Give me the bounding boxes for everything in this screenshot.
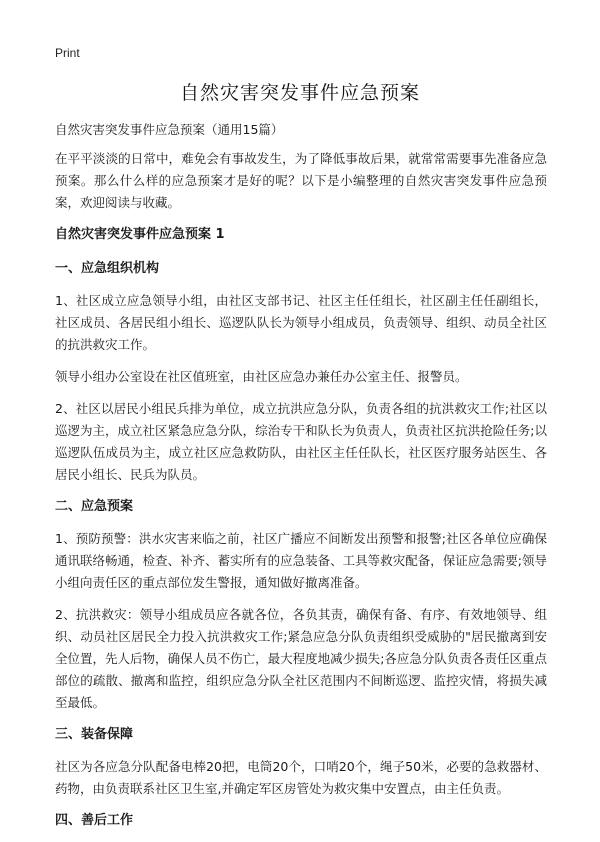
document-subtitle: 自然灾害突发事件应急预案（通用15篇）	[55, 122, 284, 137]
section-heading: 一、应急组织机构	[55, 261, 160, 276]
intro-paragraph: 在平平淡淡的日常中，难免会有事故发生，为了降低事故后果，就常常需要事先准备应急预案。那么什么样的应急预案才是好的呢？以下是小编整理的自然灾害突发事件应急预案，欢迎阅读与收藏。	[55, 151, 547, 210]
section-paragraph: 2、抗洪救灾：领导小组成员应各就各位，各负其责，确保有备、有序、有效地领导、组织、动员社区居民全力投入抗洪救灾工作;紧急应急分队负责组织受威胁的"居民撤离到安全位置，先人后物，确保人员不伤亡，最大程度地减少损失;各应急分队负责各责任区重点部位的疏散、撤离和监控，组织应急分队全社区范围内不间断巡逻、监控灾情，将损失减至最低。	[55, 607, 547, 710]
section-paragraph: 领导小组办公室设在社区值班室，由社区应急办兼任办公室主任、报警员。	[55, 369, 468, 384]
document-body	[55, 148, 547, 842]
section-paragraph: 1、预防预警：洪水灾害来临之前，社区广播应不间断发出预警和报警;社区各单位应确保通讯联络畅通，检查、补齐、蓄实所有的应急装备、工具等救灾配备，保证应急需要;领导小组向责任区的重点部位发生警报，通知做好撤离准备。	[55, 531, 547, 590]
article-heading: 自然灾害突发事件应急预案 1	[55, 227, 225, 242]
section-paragraph: 社区为各应急分队配备电棒20把，电筒20个，口哨20个，绳子50米，必要的急救器材、药物，由负责联系社区卫生室,并确定军区房管处为救灾集中安置点，由主任负责。	[55, 759, 547, 796]
section-heading: 四、善后工作	[55, 813, 134, 828]
document-title: 自然灾害突发事件应急预案	[179, 82, 420, 104]
section-heading: 二、应急预案	[55, 499, 134, 514]
print-label[interactable]: Print	[55, 46, 80, 60]
section-paragraph: 2、社区以居民小组民兵排为单位，成立抗洪应急分队，负责各组的抗洪救灾工作;社区以巡逻为主，成立社区紧急应急分队，综治专干和队长为负责人，负责社区抗洪抢险任务;以巡逻队伍成员为主，成立社区应急救防队，由社区主任任队长，社区医疗服务站医生、各居民小组长、民兵为队员。	[55, 401, 547, 482]
section-heading: 三、装备保障	[55, 727, 134, 742]
section-paragraph: 1、社区成立应急领导小组，由社区支部书记、社区主任任组长，社区副主任任副组长，社区成员、各居民组小组长、巡逻队队长为领导小组成员，负责领导、组织、动员全社区的抗洪救灾工作。	[55, 293, 547, 352]
